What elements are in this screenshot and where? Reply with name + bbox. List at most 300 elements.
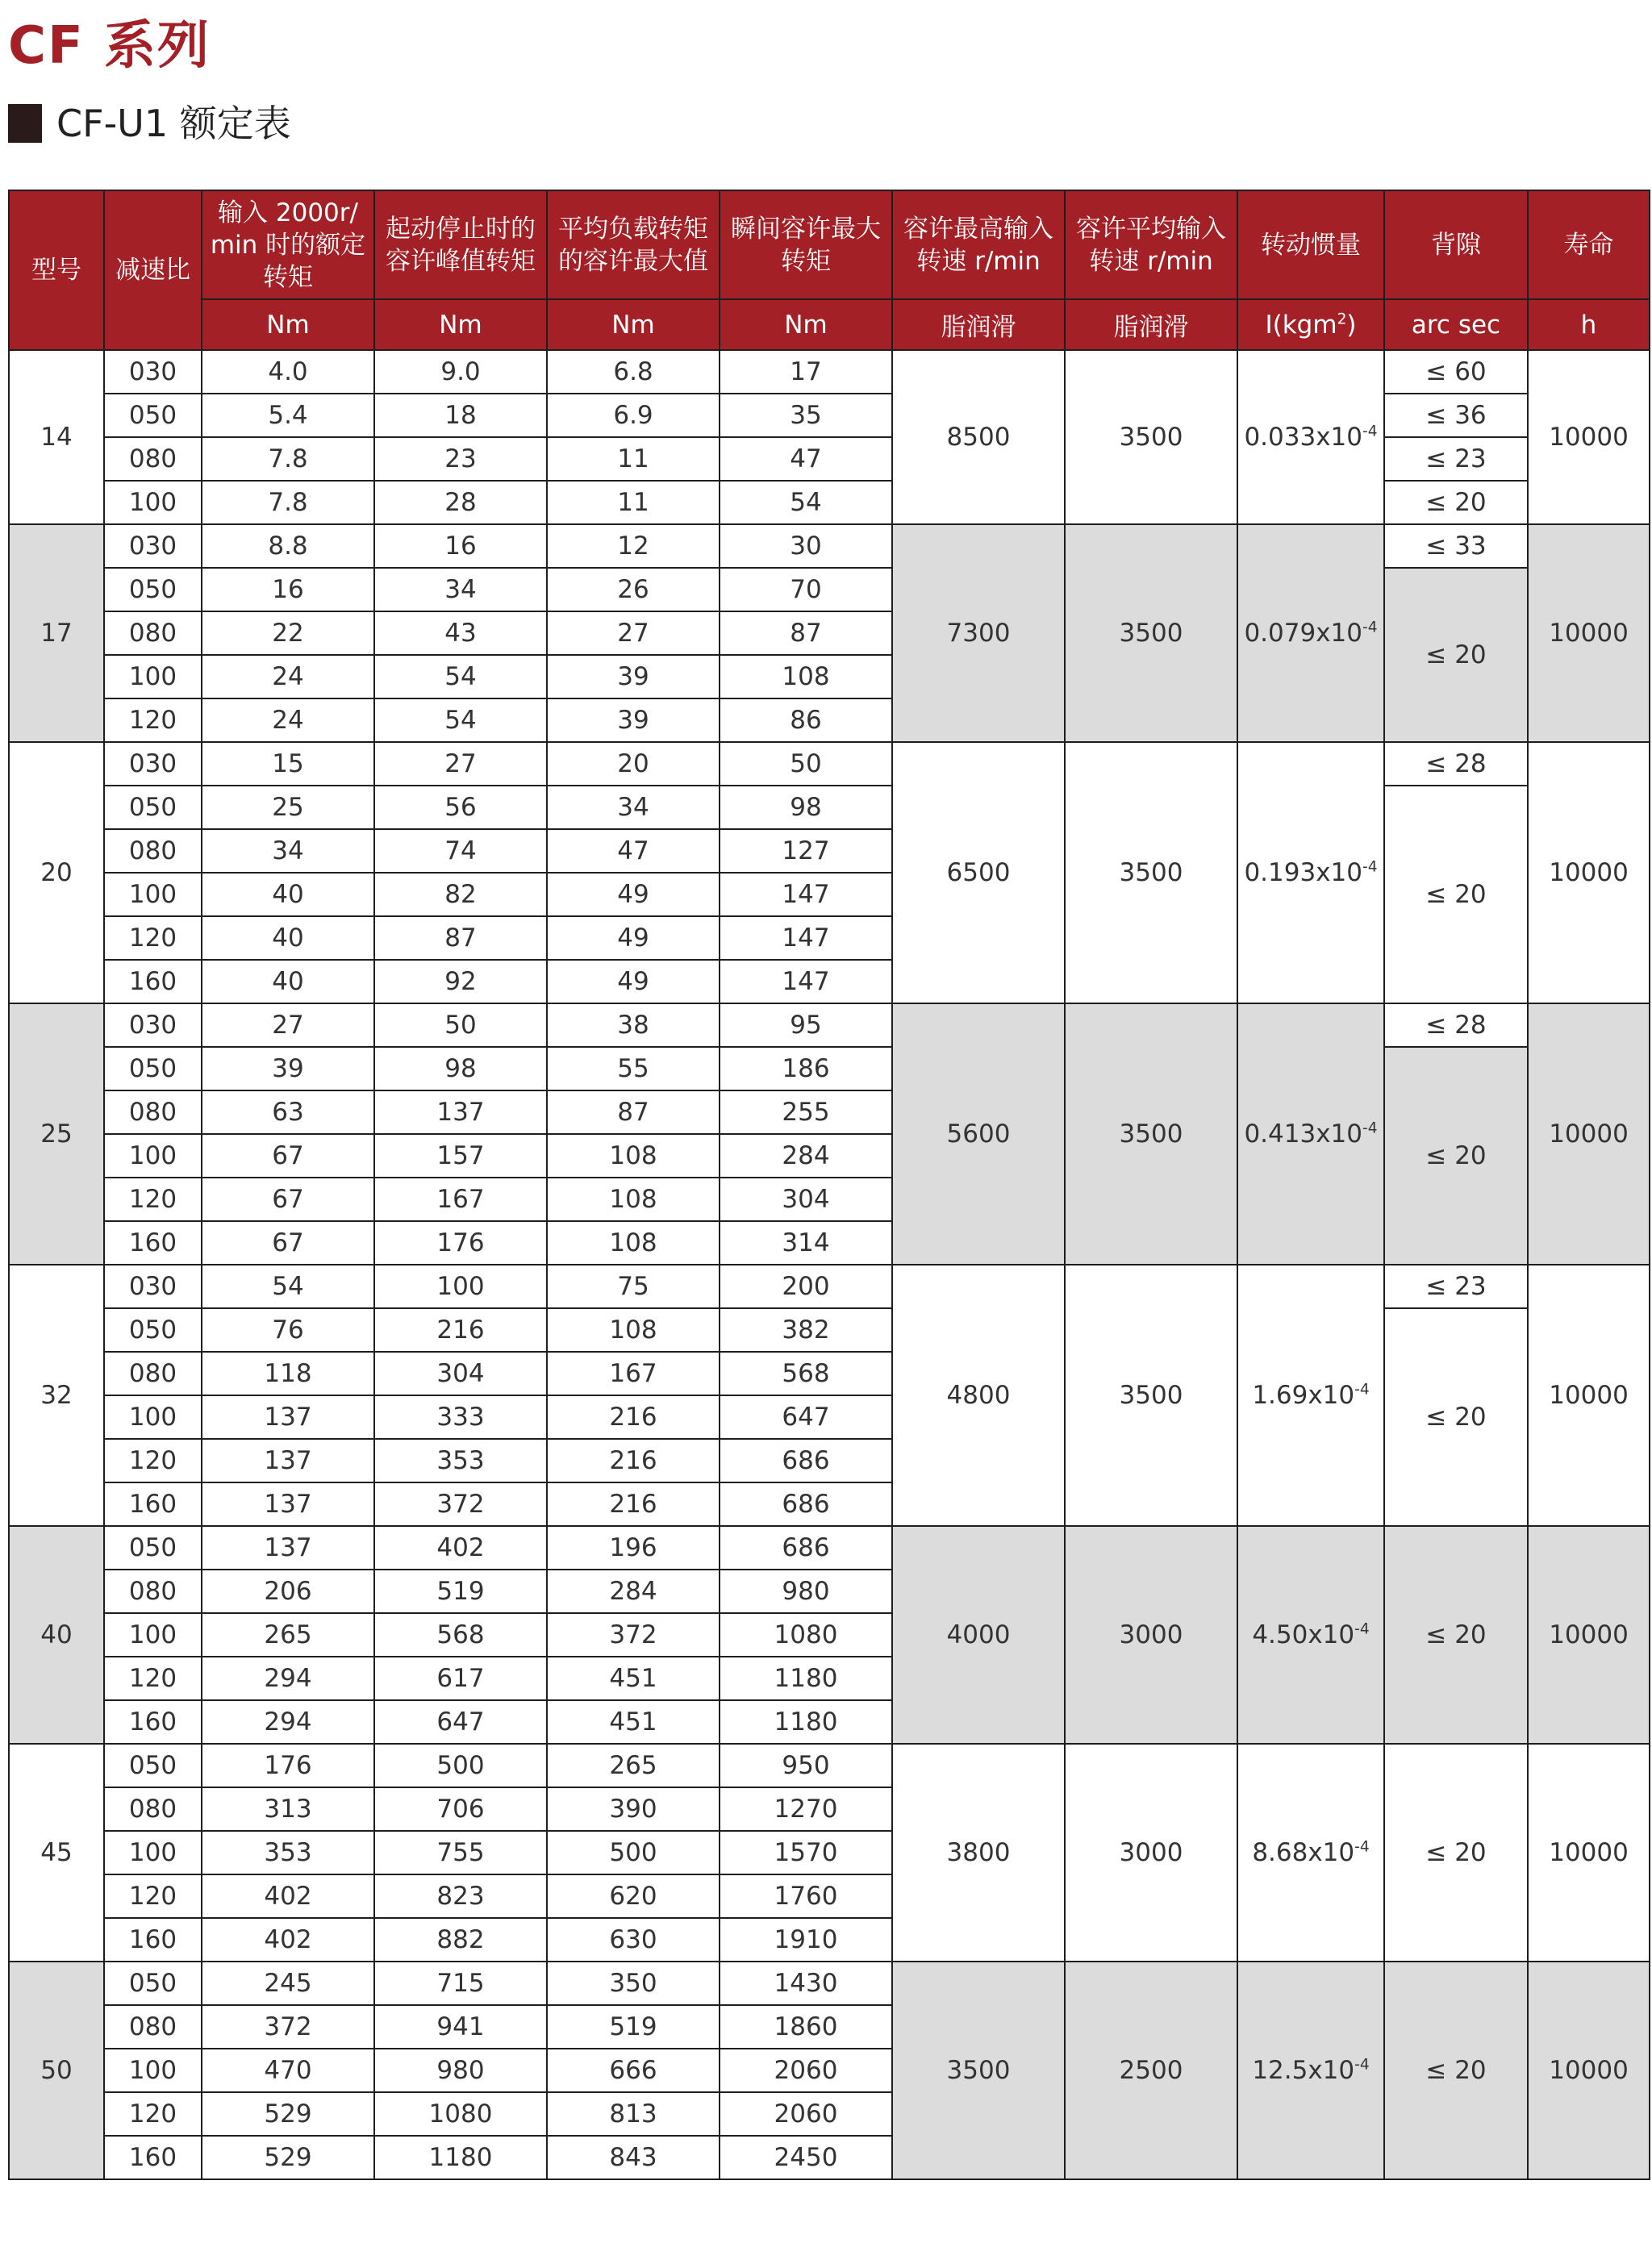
table-row <box>9 1047 1650 1090</box>
cell-model: 20 <box>9 742 104 1003</box>
cell-model: 45 <box>9 1744 104 1962</box>
cell-backlash: ≤ 60 <box>1384 350 1528 394</box>
inertia-exp: -4 <box>1354 1381 1370 1399</box>
cell-max-speed: 4000 <box>892 1526 1065 1744</box>
cell-ratio: 030 <box>104 524 202 568</box>
cell-momentary-torque: 314 <box>720 1221 892 1265</box>
cell-ratio: 080 <box>104 2005 202 2049</box>
cell-peak-torque: 715 <box>374 1962 547 2005</box>
cell-ratio: 080 <box>104 1352 202 1395</box>
cell-momentary-torque: 1860 <box>720 2005 892 2049</box>
cell-avg-torque: 6.8 <box>547 350 720 394</box>
cell-ratio: 160 <box>104 2136 202 2179</box>
cell-avg-torque: 11 <box>547 437 720 481</box>
cell-life: 10000 <box>1528 1962 1650 2179</box>
table-row <box>9 524 1650 568</box>
inertia-base: 12.5x10 <box>1252 2056 1355 2085</box>
cell-peak-torque: 56 <box>374 786 547 829</box>
cell-ratio: 100 <box>104 655 202 698</box>
table-row <box>9 437 1650 481</box>
cell-rated-torque: 22 <box>202 611 374 655</box>
cell-inertia <box>1237 350 1384 524</box>
cell-life: 10000 <box>1528 1744 1650 1962</box>
cell-rated-torque: 5.4 <box>202 394 374 437</box>
unit-peak-torque: Nm <box>374 299 547 350</box>
inertia-exp: -4 <box>1362 1119 1378 1137</box>
cell-momentary-torque: 70 <box>720 568 892 611</box>
unit-backlash: arc sec <box>1384 299 1528 350</box>
cell-avg-torque: 49 <box>547 960 720 1003</box>
cell-ratio: 030 <box>104 1003 202 1047</box>
cell-avg-speed: 3500 <box>1065 742 1237 1003</box>
cell-rated-torque: 40 <box>202 960 374 1003</box>
table-row <box>9 481 1650 524</box>
cell-ratio: 080 <box>104 1787 202 1831</box>
cell-rated-torque: 63 <box>202 1090 374 1134</box>
cell-backlash: ≤ 23 <box>1384 437 1528 481</box>
cell-peak-torque: 568 <box>374 1613 547 1657</box>
cell-avg-speed: 3500 <box>1065 524 1237 742</box>
cell-ratio: 100 <box>104 1395 202 1439</box>
cell-avg-torque: 843 <box>547 2136 720 2179</box>
cell-ratio: 120 <box>104 1439 202 1482</box>
cell-inertia <box>1237 1744 1384 1962</box>
cell-avg-torque: 265 <box>547 1744 720 1787</box>
cell-rated-torque: 176 <box>202 1744 374 1787</box>
cell-rated-torque: 372 <box>202 2005 374 2049</box>
cell-momentary-torque: 87 <box>720 611 892 655</box>
cell-backlash: ≤ 20 <box>1384 1047 1528 1265</box>
cell-peak-torque: 54 <box>374 698 547 742</box>
cell-momentary-torque: 1910 <box>720 1918 892 1962</box>
cell-momentary-torque: 50 <box>720 742 892 786</box>
cell-avg-torque: 813 <box>547 2092 720 2136</box>
cell-peak-torque: 402 <box>374 1526 547 1570</box>
header-avg-speed: 容许平均输入转速 r/min <box>1065 190 1237 299</box>
cell-avg-torque: 390 <box>547 1787 720 1831</box>
cell-rated-torque: 40 <box>202 916 374 960</box>
cell-rated-torque: 294 <box>202 1657 374 1700</box>
cell-model: 32 <box>9 1265 104 1526</box>
cell-momentary-torque: 2060 <box>720 2049 892 2092</box>
cell-peak-torque: 82 <box>374 873 547 916</box>
inertia-base: 0.033x10 <box>1244 423 1362 452</box>
cell-model: 25 <box>9 1003 104 1265</box>
cell-peak-torque: 16 <box>374 524 547 568</box>
cell-peak-torque: 28 <box>374 481 547 524</box>
cell-inertia <box>1237 742 1384 1003</box>
cell-rated-torque: 67 <box>202 1221 374 1265</box>
cell-avg-torque: 108 <box>547 1134 720 1178</box>
cell-max-speed: 3800 <box>892 1744 1065 1962</box>
cell-momentary-torque: 186 <box>720 1047 892 1090</box>
header-model: 型号 <box>9 190 104 350</box>
header-max-speed: 容许最高输入转速 r/min <box>892 190 1065 299</box>
cell-ratio: 100 <box>104 1134 202 1178</box>
cell-life: 10000 <box>1528 350 1650 524</box>
cell-ratio: 100 <box>104 2049 202 2092</box>
cell-life: 10000 <box>1528 1003 1650 1265</box>
cell-momentary-torque: 98 <box>720 786 892 829</box>
inertia-exp: -4 <box>1354 1620 1370 1638</box>
cell-model: 50 <box>9 1962 104 2179</box>
cell-peak-torque: 617 <box>374 1657 547 1700</box>
cell-avg-torque: 20 <box>547 742 720 786</box>
table-row <box>9 1744 1650 1787</box>
cell-ratio: 050 <box>104 1962 202 2005</box>
cell-avg-torque: 27 <box>547 611 720 655</box>
cell-rated-torque: 54 <box>202 1265 374 1308</box>
cell-rated-torque: 529 <box>202 2136 374 2179</box>
cell-avg-torque: 620 <box>547 1874 720 1918</box>
cell-peak-torque: 34 <box>374 568 547 611</box>
cell-peak-torque: 706 <box>374 1787 547 1831</box>
cell-ratio: 100 <box>104 1613 202 1657</box>
cell-rated-torque: 118 <box>202 1352 374 1395</box>
unit-inertia-exp: 2 <box>1337 311 1347 328</box>
cell-avg-torque: 87 <box>547 1090 720 1134</box>
cell-backlash: ≤ 33 <box>1384 524 1528 568</box>
cell-max-speed: 4800 <box>892 1265 1065 1526</box>
cell-life: 10000 <box>1528 742 1650 1003</box>
inertia-base: 0.193x10 <box>1244 858 1362 887</box>
cell-avg-torque: 26 <box>547 568 720 611</box>
cell-ratio: 160 <box>104 1221 202 1265</box>
cell-momentary-torque: 950 <box>720 1744 892 1787</box>
cell-momentary-torque: 1570 <box>720 1831 892 1874</box>
cell-peak-torque: 519 <box>374 1570 547 1613</box>
header-momentary-torque: 瞬间容许最大转矩 <box>720 190 892 299</box>
cell-ratio: 030 <box>104 350 202 394</box>
cell-avg-torque: 108 <box>547 1178 720 1221</box>
cell-ratio: 160 <box>104 1918 202 1962</box>
cell-avg-torque: 167 <box>547 1352 720 1395</box>
cell-ratio: 100 <box>104 1831 202 1874</box>
cell-backlash: ≤ 20 <box>1384 1308 1528 1526</box>
cell-backlash: ≤ 20 <box>1384 1962 1528 2179</box>
cell-peak-torque: 18 <box>374 394 547 437</box>
cell-backlash: ≤ 36 <box>1384 394 1528 437</box>
cell-ratio: 050 <box>104 394 202 437</box>
cell-peak-torque: 74 <box>374 829 547 873</box>
inertia-base: 8.68x10 <box>1252 1838 1355 1867</box>
cell-inertia <box>1237 1265 1384 1526</box>
cell-avg-torque: 372 <box>547 1613 720 1657</box>
cell-rated-torque: 245 <box>202 1962 374 2005</box>
cell-avg-torque: 196 <box>547 1526 720 1570</box>
cell-ratio: 050 <box>104 1526 202 1570</box>
cell-avg-torque: 630 <box>547 1918 720 1962</box>
cell-model: 17 <box>9 524 104 742</box>
cell-rated-torque: 34 <box>202 829 374 873</box>
cell-momentary-torque: 30 <box>720 524 892 568</box>
cell-peak-torque: 647 <box>374 1700 547 1744</box>
cell-momentary-torque: 568 <box>720 1352 892 1395</box>
cell-momentary-torque: 127 <box>720 829 892 873</box>
cell-rated-torque: 137 <box>202 1482 374 1526</box>
cell-backlash: ≤ 23 <box>1384 1265 1528 1308</box>
cell-momentary-torque: 54 <box>720 481 892 524</box>
table-row <box>9 1003 1650 1047</box>
cell-rated-torque: 206 <box>202 1570 374 1613</box>
cell-ratio: 030 <box>104 742 202 786</box>
square-bullet-icon <box>8 104 42 143</box>
cell-avg-torque: 451 <box>547 1700 720 1744</box>
cell-rated-torque: 67 <box>202 1178 374 1221</box>
cell-momentary-torque: 686 <box>720 1439 892 1482</box>
cell-ratio: 050 <box>104 1047 202 1090</box>
rating-table-container <box>8 190 1650 2180</box>
inertia-exp: -4 <box>1362 619 1378 636</box>
cell-max-speed: 7300 <box>892 524 1065 742</box>
cell-ratio: 160 <box>104 1482 202 1526</box>
unit-inertia-tail: ) <box>1346 310 1357 340</box>
cell-momentary-torque: 108 <box>720 655 892 698</box>
cell-momentary-torque: 95 <box>720 1003 892 1047</box>
cell-ratio: 120 <box>104 916 202 960</box>
cell-momentary-torque: 35 <box>720 394 892 437</box>
cell-peak-torque: 43 <box>374 611 547 655</box>
cell-avg-torque: 39 <box>547 655 720 698</box>
cell-peak-torque: 176 <box>374 1221 547 1265</box>
table-row <box>9 786 1650 829</box>
cell-rated-torque: 16 <box>202 568 374 611</box>
cell-rated-torque: 27 <box>202 1003 374 1047</box>
cell-momentary-torque: 200 <box>720 1265 892 1308</box>
inertia-base: 0.079x10 <box>1244 619 1362 648</box>
cell-max-speed: 8500 <box>892 350 1065 524</box>
header-inertia: 转动惯量 <box>1237 190 1384 299</box>
inertia-exp: -4 <box>1354 1838 1370 1856</box>
cell-rated-torque: 402 <box>202 1874 374 1918</box>
cell-inertia <box>1237 1003 1384 1265</box>
cell-backlash: ≤ 28 <box>1384 1003 1528 1047</box>
cell-avg-torque: 49 <box>547 873 720 916</box>
cell-avg-torque: 49 <box>547 916 720 960</box>
inertia-base: 0.413x10 <box>1244 1119 1362 1149</box>
cell-avg-torque: 519 <box>547 2005 720 2049</box>
cell-momentary-torque: 147 <box>720 873 892 916</box>
unit-avg-speed: 脂润滑 <box>1065 299 1237 350</box>
cell-backlash: ≤ 20 <box>1384 481 1528 524</box>
cell-avg-torque: 39 <box>547 698 720 742</box>
cell-peak-torque: 54 <box>374 655 547 698</box>
cell-avg-torque: 6.9 <box>547 394 720 437</box>
cell-rated-torque: 353 <box>202 1831 374 1874</box>
cell-peak-torque: 755 <box>374 1831 547 1874</box>
cell-momentary-torque: 686 <box>720 1482 892 1526</box>
header-rated-torque: 输入 2000r/ min 时的额定转矩 <box>202 190 374 299</box>
cell-peak-torque: 304 <box>374 1352 547 1395</box>
section-heading <box>8 103 291 144</box>
cell-momentary-torque: 980 <box>720 1570 892 1613</box>
cell-peak-torque: 100 <box>374 1265 547 1308</box>
header-peak-torque: 起动停止时的容许峰值转矩 <box>374 190 547 299</box>
cell-peak-torque: 92 <box>374 960 547 1003</box>
cell-rated-torque: 7.8 <box>202 437 374 481</box>
cell-ratio: 160 <box>104 1700 202 1744</box>
cell-rated-torque: 529 <box>202 2092 374 2136</box>
cell-ratio: 120 <box>104 698 202 742</box>
table-row <box>9 1265 1650 1308</box>
cell-avg-torque: 216 <box>547 1482 720 1526</box>
cell-avg-speed: 2500 <box>1065 1962 1237 2179</box>
cell-peak-torque: 9.0 <box>374 350 547 394</box>
section-title: CF-U1 额定表 <box>56 102 291 145</box>
unit-max-speed: 脂润滑 <box>892 299 1065 350</box>
inertia-base: 1.69x10 <box>1252 1381 1355 1410</box>
cell-rated-torque: 40 <box>202 873 374 916</box>
inertia-exp: -4 <box>1354 2056 1370 2074</box>
cell-momentary-torque: 1270 <box>720 1787 892 1831</box>
cell-rated-torque: 8.8 <box>202 524 374 568</box>
header-life: 寿命 <box>1528 190 1650 299</box>
header-backlash: 背隙 <box>1384 190 1528 299</box>
cell-avg-torque: 108 <box>547 1308 720 1352</box>
cell-momentary-torque: 647 <box>720 1395 892 1439</box>
cell-momentary-torque: 304 <box>720 1178 892 1221</box>
cell-ratio: 030 <box>104 1265 202 1308</box>
cell-ratio: 080 <box>104 611 202 655</box>
cell-momentary-torque: 1430 <box>720 1962 892 2005</box>
cell-ratio: 120 <box>104 1657 202 1700</box>
cell-momentary-torque: 47 <box>720 437 892 481</box>
cell-peak-torque: 50 <box>374 1003 547 1047</box>
cell-rated-torque: 313 <box>202 1787 374 1831</box>
cell-momentary-torque: 147 <box>720 916 892 960</box>
cell-momentary-torque: 686 <box>720 1526 892 1570</box>
cell-rated-torque: 137 <box>202 1526 374 1570</box>
cell-avg-speed: 3500 <box>1065 1003 1237 1265</box>
cell-momentary-torque: 284 <box>720 1134 892 1178</box>
cell-model: 40 <box>9 1526 104 1744</box>
cell-peak-torque: 823 <box>374 1874 547 1918</box>
cell-rated-torque: 24 <box>202 655 374 698</box>
cell-rated-torque: 76 <box>202 1308 374 1352</box>
header-ratio: 减速比 <box>104 190 202 350</box>
cell-life: 10000 <box>1528 1526 1650 1744</box>
table-row <box>9 1308 1650 1352</box>
cell-avg-torque: 75 <box>547 1265 720 1308</box>
page-title: CF 系列 <box>8 16 211 76</box>
cell-avg-torque: 47 <box>547 829 720 873</box>
cell-rated-torque: 25 <box>202 786 374 829</box>
cell-avg-torque: 350 <box>547 1962 720 2005</box>
cell-peak-torque: 98 <box>374 1047 547 1090</box>
cell-peak-torque: 157 <box>374 1134 547 1178</box>
table-row <box>9 568 1650 611</box>
cell-inertia <box>1237 1962 1384 2179</box>
cell-peak-torque: 500 <box>374 1744 547 1787</box>
cell-avg-torque: 34 <box>547 786 720 829</box>
header-avg-torque: 平均负载转矩的容许最大值 <box>547 190 720 299</box>
cell-inertia <box>1237 1526 1384 1744</box>
cell-momentary-torque: 2060 <box>720 2092 892 2136</box>
cell-momentary-torque: 1180 <box>720 1657 892 1700</box>
cell-ratio: 080 <box>104 829 202 873</box>
cell-rated-torque: 67 <box>202 1134 374 1178</box>
cell-peak-torque: 137 <box>374 1090 547 1134</box>
cell-avg-torque: 451 <box>547 1657 720 1700</box>
cell-avg-speed: 3000 <box>1065 1744 1237 1962</box>
unit-life: h <box>1528 299 1650 350</box>
cell-backlash: ≤ 20 <box>1384 568 1528 742</box>
cell-ratio: 100 <box>104 873 202 916</box>
cell-peak-torque: 27 <box>374 742 547 786</box>
table-row <box>9 394 1650 437</box>
cell-rated-torque: 137 <box>202 1395 374 1439</box>
cell-avg-torque: 108 <box>547 1221 720 1265</box>
cell-backlash: ≤ 20 <box>1384 786 1528 1003</box>
cell-rated-torque: 24 <box>202 698 374 742</box>
inertia-exp: -4 <box>1362 423 1378 440</box>
cell-rated-torque: 7.8 <box>202 481 374 524</box>
cell-avg-speed: 3500 <box>1065 1265 1237 1526</box>
cell-momentary-torque: 17 <box>720 350 892 394</box>
cell-momentary-torque: 86 <box>720 698 892 742</box>
cell-avg-torque: 12 <box>547 524 720 568</box>
cell-ratio: 050 <box>104 568 202 611</box>
cell-model: 14 <box>9 350 104 524</box>
table-row <box>9 350 1650 394</box>
cell-avg-torque: 500 <box>547 1831 720 1874</box>
inertia-base: 4.50x10 <box>1252 1620 1355 1649</box>
cell-momentary-torque: 255 <box>720 1090 892 1134</box>
cell-peak-torque: 882 <box>374 1918 547 1962</box>
unit-rated-torque: Nm <box>202 299 374 350</box>
cell-avg-speed: 3500 <box>1065 350 1237 524</box>
cell-peak-torque: 372 <box>374 1482 547 1526</box>
cell-ratio: 050 <box>104 1744 202 1787</box>
cell-momentary-torque: 1080 <box>720 1613 892 1657</box>
cell-peak-torque: 87 <box>374 916 547 960</box>
cell-momentary-torque: 147 <box>720 960 892 1003</box>
cell-peak-torque: 980 <box>374 2049 547 2092</box>
cell-avg-torque: 216 <box>547 1439 720 1482</box>
cell-inertia <box>1237 524 1384 742</box>
cell-ratio: 050 <box>104 1308 202 1352</box>
cell-avg-speed: 3000 <box>1065 1526 1237 1744</box>
cell-peak-torque: 333 <box>374 1395 547 1439</box>
cell-life: 10000 <box>1528 524 1650 742</box>
table-row <box>9 742 1650 786</box>
cell-avg-torque: 284 <box>547 1570 720 1613</box>
cell-life: 10000 <box>1528 1265 1650 1526</box>
cell-rated-torque: 265 <box>202 1613 374 1657</box>
cell-ratio: 080 <box>104 437 202 481</box>
cell-avg-torque: 216 <box>547 1395 720 1439</box>
cell-ratio: 120 <box>104 1874 202 1918</box>
cell-ratio: 080 <box>104 1090 202 1134</box>
cell-rated-torque: 4.0 <box>202 350 374 394</box>
cell-ratio: 100 <box>104 481 202 524</box>
cell-momentary-torque: 1180 <box>720 1700 892 1744</box>
cell-peak-torque: 167 <box>374 1178 547 1221</box>
cell-momentary-torque: 1760 <box>720 1874 892 1918</box>
cell-ratio: 120 <box>104 2092 202 2136</box>
unit-avg-torque: Nm <box>547 299 720 350</box>
cell-rated-torque: 470 <box>202 2049 374 2092</box>
cell-momentary-torque: 2450 <box>720 2136 892 2179</box>
table-row <box>9 1526 1650 1570</box>
cell-ratio: 160 <box>104 960 202 1003</box>
cell-peak-torque: 353 <box>374 1439 547 1482</box>
cell-peak-torque: 1180 <box>374 2136 547 2179</box>
inertia-exp: -4 <box>1362 858 1378 876</box>
cell-backlash: ≤ 28 <box>1384 742 1528 786</box>
cell-momentary-torque: 382 <box>720 1308 892 1352</box>
cell-avg-torque: 666 <box>547 2049 720 2092</box>
